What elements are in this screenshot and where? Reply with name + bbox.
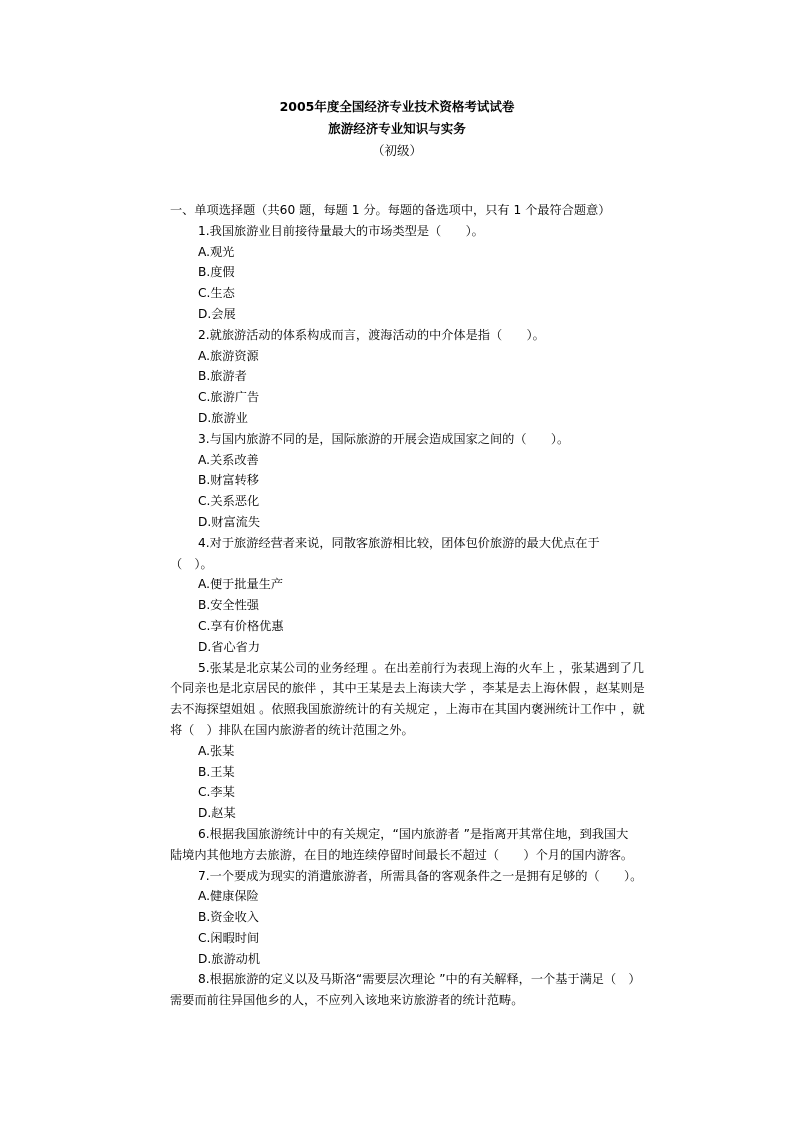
text-line: 1.我国旅游业目前接待量最大的市场类型是（ ）。 — [198, 223, 484, 238]
text-line: 陆境内其他地方去旅游，在目的地连续停留时间最长不超过（ ）个月的国内游客。 — [170, 847, 634, 862]
text-line: 3.与国内旅游不同的是，国际旅游的开展会造成国家之间的（ ）。 — [198, 431, 570, 446]
text-line: B.财富转移 — [198, 473, 259, 488]
text-line: B.度假 — [198, 265, 235, 280]
exam-subject: 旅游经济专业知识与实务 — [328, 121, 466, 136]
text-line: C.旅游广告 — [198, 390, 260, 405]
text-line: B.旅游者 — [198, 369, 247, 384]
text-line: B.安全性强 — [198, 598, 259, 613]
document-body — [170, 200, 680, 1011]
text-line: 5.张某是北京某公司的业务经理 。在出差前行为表现上海的火车上 ，张某遇到了几 — [198, 660, 644, 675]
text-line: C.李某 — [198, 785, 235, 800]
text-line: B.资金收入 — [198, 910, 259, 925]
text-line: A.张某 — [198, 743, 235, 758]
text-line: 将（ ）排队在国内旅游者的统计范围之外。 — [170, 722, 414, 737]
document-header — [0, 96, 794, 162]
text-line: A.关系改善 — [198, 452, 259, 467]
text-line: D.财富流失 — [198, 514, 261, 529]
text-line: （ ）。 — [170, 556, 213, 571]
section-heading: 一、单项选择题（共60 题，每题 1 分。每题的备选项中，只有 1 个最符合题意） — [170, 203, 611, 217]
text-line: A.便于批量生产 — [198, 577, 284, 592]
text-line: 2.就旅游活动的体系构成而言，渡海活动的中介体是指（ ）。 — [198, 327, 545, 342]
text-line: 7.一个要成为现实的消遣旅游者，所需具备的客观条件之一是拥有足够的（ ）。 — [198, 868, 643, 883]
text-line: C.关系恶化 — [198, 494, 260, 509]
text-line: D.省心省力 — [198, 639, 261, 654]
text-line: C.生态 — [198, 286, 235, 301]
text-line: A.观光 — [198, 244, 235, 259]
text-line: 8.根据旅游的定义以及马斯洛“需要层次理论 ”中的有关解释，一个基于满足（ ） — [198, 972, 641, 987]
text-line: 需要而前往异国他乡的人，不应列入该地来访旅游者的统计范畴。 — [170, 993, 524, 1008]
exam-title: 2005年度全国经济专业技术资格考试试卷 — [279, 99, 515, 114]
text-line: D.赵某 — [198, 806, 236, 821]
text-line: A.旅游资源 — [198, 348, 259, 363]
text-line: 个同亲也是北京居民的旅伴 ，其中王某是去上海读大学 ，李某是去上海休假 ，赵某则是 — [170, 681, 645, 696]
text-line: 去不海探望姐姐 。依照我国旅游统计的有关规定 ，上海市在其国内褒洲统计工作中 ，就 — [170, 702, 645, 717]
text-line: D.旅游动机 — [198, 951, 261, 966]
exam-level: （初级） — [371, 143, 422, 158]
text-line: A.健康保险 — [198, 889, 259, 904]
text-line: 4.对于旅游经营者来说，同散客旅游相比较，团体包价旅游的最大优点在于 — [198, 535, 600, 550]
text-line: 6.根据我国旅游统计中的有关规定，“国内旅游者 ”是指离开其常住地，到我国大 — [198, 826, 629, 841]
text-line: D.旅游业 — [198, 410, 248, 425]
text-line: C.闲暇时间 — [198, 930, 260, 945]
text-line: B.王某 — [198, 764, 235, 779]
text-line: D.会展 — [198, 306, 236, 321]
text-line: C.享有价格优惠 — [198, 618, 284, 633]
